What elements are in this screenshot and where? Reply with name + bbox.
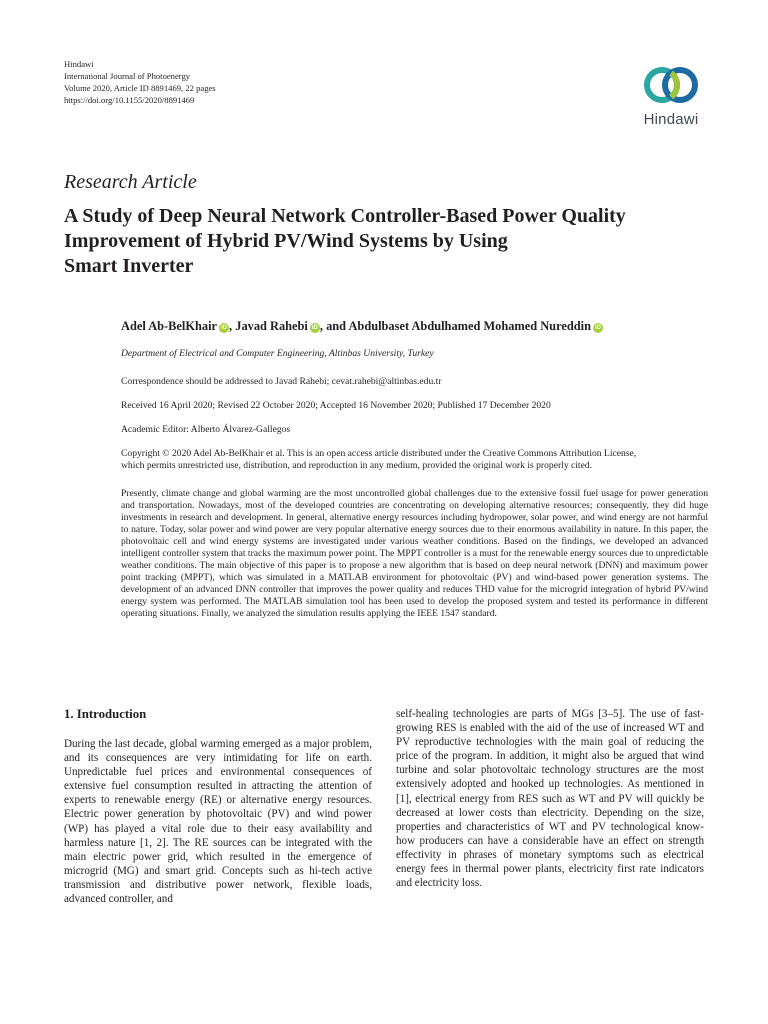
doi-link[interactable]: https://doi.org/10.1155/2020/8891469: [64, 95, 195, 105]
title-line: A Study of Deep Neural Network Controller-Based Power Quality: [64, 205, 626, 227]
journal-name: International Journal of Photoenergy: [64, 71, 191, 81]
article-title: [64, 204, 724, 279]
copyright-line: Copyright © 2020 Adel Ab-BelKhair et al. This is an open access article distributed under the Creative Commons Attribution License,: [121, 448, 637, 459]
affiliation: Department of Electrical and Computer Engineering, Altinbas University, Turkey: [121, 348, 434, 359]
copyright-notice: [121, 448, 721, 472]
academic-editor: Academic Editor: Alberto Álvarez-Gallegos: [121, 424, 291, 435]
section-heading-introduction: 1. Introduction: [64, 707, 147, 721]
hindawi-logo: [636, 60, 706, 135]
body-column-right: [396, 707, 704, 890]
title-line: Improvement of Hybrid PV/Wind Systems by Using: [64, 230, 508, 252]
correspondence: Correspondence should be addressed to Javad Rahebi; cevat.rahebi@altinbas.edu.tr: [121, 376, 442, 387]
paragraph: self-healing technologies are parts of MGs [3–5]. The use of fast-growing RES is enabled with the aid of the use of increased WT and PV reproductive technologies with the main goal of reducing the price of the program. In addition, it might also be argued that wind turbine and solar photovoltaic technology structures are the most extensively adopted and hooked up technologies. As mentioned in [1], electrical energy from RES such as WT and PV will quickly be decreased at lower costs than electricity. Depending on the size, properties and characteristics of WT and PV technological know-how producers can have a considerable have an effect on strength effectivity in phrases of monetary symptoms such as electrical energy fees in thermal power plants, electricity first rate indicators and electricity loss.: [396, 708, 704, 890]
author-list: [121, 319, 603, 334]
volume-line: Volume 2020, Article ID 8891469, 22 pages: [64, 83, 216, 93]
orcid-icon[interactable]: iD: [221, 325, 228, 331]
author-name: , and Abdulbaset Abdulhamed Mohamed Nureddin: [319, 319, 591, 333]
article-type: Research Article: [64, 171, 197, 193]
publisher-name: Hindawi: [64, 59, 94, 69]
body-column-left: [64, 706, 372, 906]
hindawi-logo-text: Hindawi: [643, 111, 699, 128]
author-name: Adel Ab-BelKhair: [121, 319, 218, 333]
publication-dates: Received 16 April 2020; Revised 22 October 2020; Accepted 16 November 2020; Published 17 December 2020: [121, 400, 551, 411]
author-name: , Javad Rahebi: [229, 319, 308, 333]
hindawi-logo-icon: [642, 60, 700, 110]
paragraph: During the last decade, global warming emerged as a major problem, and its consequences are very intimidating for life on earth. Unpredictable fuel prices and environmental consequences of extensive fuel consumption resulted in attracting the attention of experts to renewable energy (RE) or alternative energy resources. Electric power generation by photovoltaic (PV) and wind power (WP) has played a vital role due to their easy availability and harmless nature [1, 2]. The RE sources can be integrated with the main electric power grid, which resulted in the emergence of microgrid (MG) and smart grid. Concepts such as hi-tech active transmission and distributive power network, flexible loads, advanced controller, and: [64, 738, 372, 906]
abstract: Presently, climate change and global warming are the most uncontrolled global challenges due to the extensive fossil fuel usage for power generation and transportation. Nowadays, most of the developed countries are concentrating on developing alternative resources; consequently, they did huge investments in research and development. In general, alternative energy resources including hydropower, solar power, and wind energy are not harmful to nature. Today, solar power and wind power are very popular alternative energy sources due to their enormous availability in nature. In this paper, the photovoltaic cell and wind energy systems are investigated under various weather conditions. Based on the findings, we developed an advanced intelligent controller system that tracks the maximum power point. The MPPT controller is a must for the renewable energy sources due to unpredictable weather conditions. The main objective of this paper is to propose a new algorithm that is based on deep neural network (DNN) and maximum power point tracking (MPPT), which was simulated in a MATLAB environment for photovoltaic (PV) and wind-based power generation systems. The development of an advanced DNN controller that improves the power quality and reduces THD value for the microgrid integration of hybrid PV/wind energy system was performed. The MATLAB simulation tool has been used to develop the proposed system and tested its performance in different operating situations. Finally, we analyzed the simulation results applying the IEEE 1547 standard.: [121, 488, 708, 619]
orcid-icon[interactable]: iD: [594, 325, 601, 331]
orcid-icon[interactable]: iD: [311, 325, 318, 331]
journal-info: [64, 58, 216, 106]
title-line: Smart Inverter: [64, 255, 194, 277]
copyright-line: which permits unrestricted use, distribution, and reproduction in any medium, provided the original work is properly cited.: [121, 460, 593, 471]
